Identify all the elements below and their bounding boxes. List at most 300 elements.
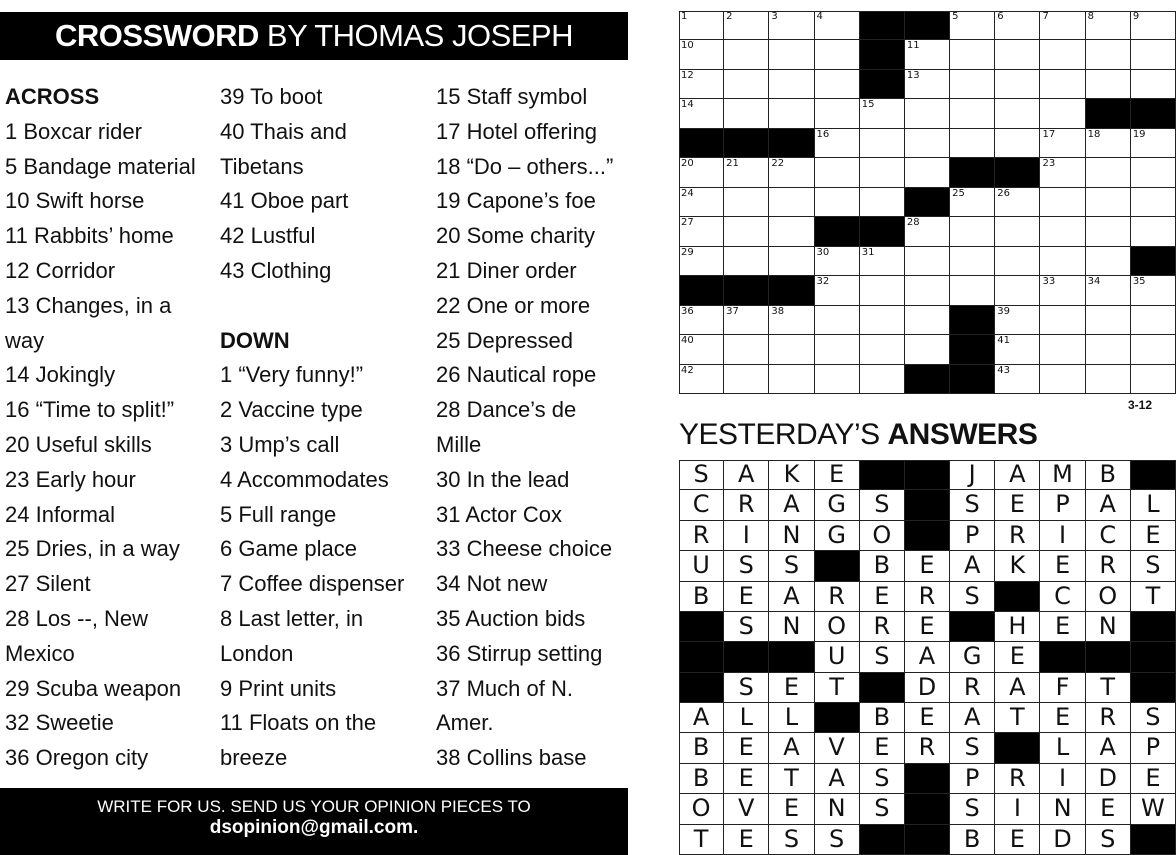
grid-cell [1040,276,1085,305]
across-clue: 14 Jokingly [5,362,116,388]
grid-cell [769,306,814,335]
answer-cell: R [860,612,905,642]
grid-cell [995,335,1040,364]
cell-number: 16 [816,128,830,140]
answer-cell: E [905,551,950,581]
grid-cell [905,247,950,276]
answer-cell: A [724,460,769,490]
grid-cell [1040,70,1085,99]
answer-cell: S [724,551,769,581]
answer-cell: E [724,764,769,794]
grid-cell [1086,158,1131,187]
answer-cell: T [815,673,860,703]
answer-cell: V [724,794,769,824]
answer-cell: G [815,521,860,551]
answer-black-square [860,673,905,703]
answer-cell: S [769,551,814,581]
answer-cell: T [769,764,814,794]
grid-black-square [950,335,995,364]
grid-cell [995,129,1040,158]
grid-black-square [905,188,950,217]
across-clue: 28 Los --, New [5,605,149,631]
answer-cell: E [995,490,1040,520]
answer-cell: A [1086,490,1131,520]
answer-black-square [995,582,1040,612]
answer-cell: T [1086,673,1131,703]
answer-black-square [1131,673,1176,703]
answer-cell: I [1040,764,1085,794]
grid-cell [815,158,860,187]
grid-cell [679,188,724,217]
grid-cell [995,40,1040,69]
footer-line-1: WRITE FOR US. SEND US YOUR OPINION PIECES TO [97,797,531,816]
crossword-grid [679,11,1176,394]
down-clue: 1 “Very funny!” [220,362,364,388]
grid-cell [679,99,724,128]
answer-black-square [679,612,724,642]
answer-cell: R [950,673,995,703]
answer-cell: R [724,490,769,520]
answer-black-square [1086,642,1131,672]
grid-cell [815,335,860,364]
grid-cell [905,335,950,364]
down-clue: 4 Accommodates [220,466,389,492]
down-clue: 37 Much of N. [436,675,573,701]
cell-number: 43 [997,364,1010,376]
answer-cell: P [950,521,995,551]
answer-cell: S [1131,551,1176,581]
cell-number: 4 [816,11,823,22]
answer-cell: K [995,551,1040,581]
answer-cell: J [950,460,995,490]
answer-black-square [679,673,724,703]
cell-number: 33 [1042,276,1056,288]
answer-cell: T [679,825,724,855]
answer-cell: E [1040,703,1085,733]
grid-cell [1086,40,1131,69]
answer-cell: T [995,703,1040,733]
answer-cell: D [1040,825,1085,855]
down-heading: DOWN [220,327,290,353]
grid-cell [1040,158,1085,187]
answer-cell: K [769,460,814,490]
grid-cell [1131,129,1176,158]
cell-number: 25 [952,187,965,199]
grid-cell [679,40,724,69]
answer-cell: R [905,733,950,763]
answer-cell: W [1131,794,1176,824]
down-clue: 15 Staff symbol [436,84,588,109]
answer-cell: P [1040,490,1085,520]
grid-cell [724,365,769,394]
answer-cell: A [679,703,724,733]
across-clue: 12 Corridor [5,257,116,283]
answer-cell: O [815,612,860,642]
grid-black-square [860,11,905,40]
answer-cell: E [905,612,950,642]
grid-cell [905,217,950,246]
answer-cell: P [1131,733,1176,763]
grid-cell [905,99,950,128]
clue-column-3 [436,80,626,776]
cell-number: 37 [726,305,739,317]
answer-cell: E [724,825,769,855]
answer-black-square [860,460,905,490]
grid-cell [905,70,950,99]
cell-number: 8 [1087,11,1094,22]
grid-cell [905,40,950,69]
answer-cell: E [905,703,950,733]
grid-cell [724,70,769,99]
across-clue: 5 Bandage material [5,153,196,179]
answer-cell: T [1131,582,1176,612]
across-clue: 40 Thais and [220,118,347,144]
answer-cell: S [1086,825,1131,855]
down-clue: 28 Dance’s de [436,397,577,423]
down-clue: 33 Cheese choice [436,536,613,562]
answer-black-square [769,642,814,672]
answer-cell: E [995,642,1040,672]
grid-cell [1040,247,1085,276]
grid-cell [815,99,860,128]
grid-black-square [950,365,995,394]
grid-cell [769,99,814,128]
grid-cell [950,276,995,305]
cell-number: 12 [681,69,694,81]
answer-cell: B [679,764,724,794]
answer-cell: S [1131,703,1176,733]
cell-number: 41 [997,335,1010,347]
header-title-bold: CROSSWORD [55,18,259,53]
grid-cell [1086,276,1131,305]
grid-cell [679,365,724,394]
grid-black-square [679,276,724,305]
grid-cell [995,306,1040,335]
grid-cell [769,40,814,69]
answer-cell: D [905,673,950,703]
across-heading: ACROSS [5,84,100,109]
grid-cell [1131,11,1176,40]
answer-cell: A [995,673,1040,703]
answer-cell: L [724,703,769,733]
grid-cell [679,158,724,187]
grid-cell [815,70,860,99]
grid-cell [1086,70,1131,99]
cell-number: 26 [997,187,1010,199]
down-clue: 35 Auction bids [436,605,586,631]
answer-cell: R [995,764,1040,794]
answer-cell: N [769,612,814,642]
answer-cell: R [679,521,724,551]
down-clue: 22 One or more [436,292,591,318]
grid-cell [860,247,905,276]
grid-cell [1086,217,1131,246]
grid-black-square [860,217,905,246]
answer-cell: E [995,825,1040,855]
answer-cell: D [1086,764,1131,794]
cell-number: 1 [681,11,688,22]
answer-cell: E [1131,764,1176,794]
cell-number: 34 [1087,276,1101,288]
down-clue: 36 Stirrup setting [436,640,603,666]
answer-cell: S [950,733,995,763]
down-clue: 2 Vaccine type [220,397,363,423]
down-clue: 7 Coffee dispenser [220,571,405,597]
answer-cell: B [860,551,905,581]
grid-cell [815,276,860,305]
across-clue: way [5,327,45,353]
grid-cell [995,365,1040,394]
answer-cell: N [769,521,814,551]
across-clue: Tibetans [220,153,304,179]
grid-cell [1086,365,1131,394]
down-clue: 25 Depressed [436,327,573,353]
grid-cell [1040,335,1085,364]
down-clue: 8 Last letter, in [220,605,364,631]
across-clue: 39 To boot [220,84,323,109]
grid-black-square [905,365,950,394]
grid-cell [1086,11,1131,40]
down-clue: 18 “Do – others...” [436,153,614,179]
grid-cell [860,365,905,394]
answer-cell: G [950,642,995,672]
down-clue: 30 In the lead [436,466,570,492]
cell-number: 3 [771,11,778,22]
answer-cell: S [815,825,860,855]
down-clue: 3 Ump’s call [220,431,340,457]
grid-cell [905,276,950,305]
clue-column-1 [5,80,215,776]
cell-number: 17 [1042,128,1056,140]
across-clue: 43 Clothing [220,257,332,283]
cell-number: 31 [861,246,875,258]
answer-cell: L [769,703,814,733]
answer-cell: E [769,673,814,703]
answer-cell: C [679,490,724,520]
grid-cell [679,306,724,335]
answer-black-square [815,703,860,733]
across-clue: 24 Informal [5,501,116,527]
answer-cell: U [815,642,860,672]
answer-black-square [679,642,724,672]
grid-black-square [724,276,769,305]
answer-cell: R [1086,703,1131,733]
answer-black-square [905,764,950,794]
grid-black-square [1131,247,1176,276]
answer-cell: A [950,551,995,581]
answer-black-square [905,825,950,855]
down-clue: 11 Floats on the [220,710,377,736]
grid-black-square [1086,99,1131,128]
grid-black-square [860,70,905,99]
grid-cell [769,217,814,246]
answer-cell: S [860,764,905,794]
down-clue: 17 Hotel offering [436,118,598,144]
answer-black-square [950,612,995,642]
grid-cell [1086,129,1131,158]
grid-black-square [905,11,950,40]
grid-cell [950,70,995,99]
cell-number: 11 [906,40,920,52]
cell-number: 13 [906,69,920,81]
grid-cell [724,40,769,69]
across-clue: 25 Dries, in a way [5,536,180,562]
answer-cell: S [860,642,905,672]
across-clue: 16 “Time to split!” [5,397,175,423]
grid-cell [815,129,860,158]
answer-black-square [1131,612,1176,642]
answer-cell: F [1040,673,1085,703]
clue-column-2 [220,80,430,776]
down-clue: 9 Print units [220,675,337,701]
cell-number: 10 [681,40,694,52]
cell-number: 6 [997,11,1004,22]
answer-cell: R [905,582,950,612]
grid-cell [1040,129,1085,158]
cell-number: 18 [1087,128,1101,140]
cell-number: 24 [681,187,694,199]
grid-cell [1040,365,1085,394]
cell-number: 2 [726,11,733,22]
answer-cell: V [815,733,860,763]
grid-cell [995,276,1040,305]
answer-cell: S [724,612,769,642]
answer-cell: N [1040,794,1085,824]
cell-number: 42 [681,364,694,376]
answer-cell: O [679,794,724,824]
answers-title-light: YESTERDAY’S [679,418,880,451]
down-clue: 21 Diner order [436,257,577,283]
grid-cell [995,70,1040,99]
answer-black-square [724,642,769,672]
grid-cell [950,188,995,217]
answer-black-square [815,551,860,581]
answer-cell: I [724,521,769,551]
across-clue: 32 Sweetie [5,710,114,736]
down-clue: 19 Capone’s foe [436,188,596,214]
crossword-header [0,12,628,60]
answer-cell: R [815,582,860,612]
grid-cell [724,99,769,128]
grid-cell [950,247,995,276]
grid-cell [995,188,1040,217]
grid-cell [860,188,905,217]
grid-cell [1040,40,1085,69]
cell-number: 36 [681,305,694,317]
cell-number: 14 [681,99,694,111]
answer-cell: B [679,733,724,763]
answer-cell: I [1040,521,1085,551]
grid-cell [1131,188,1176,217]
cell-number: 5 [952,11,959,22]
answer-cell: P [950,764,995,794]
down-clue: 31 Actor Cox [436,501,562,527]
answer-cell: A [1086,733,1131,763]
grid-cell [950,40,995,69]
puzzle-date-code: 3-12 [1128,398,1153,412]
grid-cell [995,217,1040,246]
grid-black-square [769,276,814,305]
grid-cell [1040,217,1085,246]
grid-cell [769,247,814,276]
grid-cell [950,217,995,246]
grid-cell [679,11,724,40]
grid-cell [724,11,769,40]
grid-cell [860,158,905,187]
answer-black-square [995,733,1040,763]
answer-cell: S [860,490,905,520]
grid-cell [995,11,1040,40]
across-clue: 20 Useful skills [5,431,152,457]
grid-cell [950,99,995,128]
answer-cell: S [950,794,995,824]
grid-cell [724,158,769,187]
answer-cell: C [1040,582,1085,612]
grid-cell [1131,276,1176,305]
grid-cell [679,70,724,99]
across-clue: 23 Early hour [5,466,136,492]
across-clue: Mexico [5,640,75,666]
answer-cell: O [860,521,905,551]
answer-cell: B [679,582,724,612]
answer-cell: C [1086,521,1131,551]
grid-cell [815,365,860,394]
grid-black-square [950,306,995,335]
answer-cell: E [860,582,905,612]
spacer [220,289,430,324]
answer-cell: E [1040,612,1085,642]
cell-number: 7 [1042,11,1049,22]
answer-black-square [1131,460,1176,490]
across-clue: 41 Oboe part [220,188,349,214]
down-clue: Mille [436,431,482,457]
grid-cell [1086,335,1131,364]
answer-cell: A [995,460,1040,490]
answer-cell: N [1086,612,1131,642]
answer-cell: A [950,703,995,733]
answer-black-square [1131,825,1176,855]
grid-cell [724,306,769,335]
grid-cell [1086,306,1131,335]
down-clue: 38 Collins base [436,745,587,771]
across-clue: 36 Oregon city [5,745,149,771]
grid-cell [905,158,950,187]
cell-number: 35 [1132,276,1146,288]
down-clue: Amer. [436,710,494,736]
answer-cell: A [769,733,814,763]
grid-cell [815,247,860,276]
answer-black-square [905,460,950,490]
answers-title-bold: ANSWERS [887,418,1038,451]
answer-cell: G [815,490,860,520]
cell-number: 28 [906,217,920,229]
across-clue: 42 Lustful [220,223,316,249]
grid-cell [1040,99,1085,128]
answer-black-square [1040,642,1085,672]
answer-cell: S [950,582,995,612]
grid-cell [860,99,905,128]
grid-cell [769,70,814,99]
answer-cell: S [860,794,905,824]
down-clue: 6 Game place [220,536,357,562]
cell-number: 32 [816,276,830,288]
across-clue: 10 Swift horse [5,188,145,214]
footer-banner [0,788,628,855]
grid-cell [679,335,724,364]
grid-cell [1040,306,1085,335]
grid-cell [769,158,814,187]
answer-cell: S [950,490,995,520]
